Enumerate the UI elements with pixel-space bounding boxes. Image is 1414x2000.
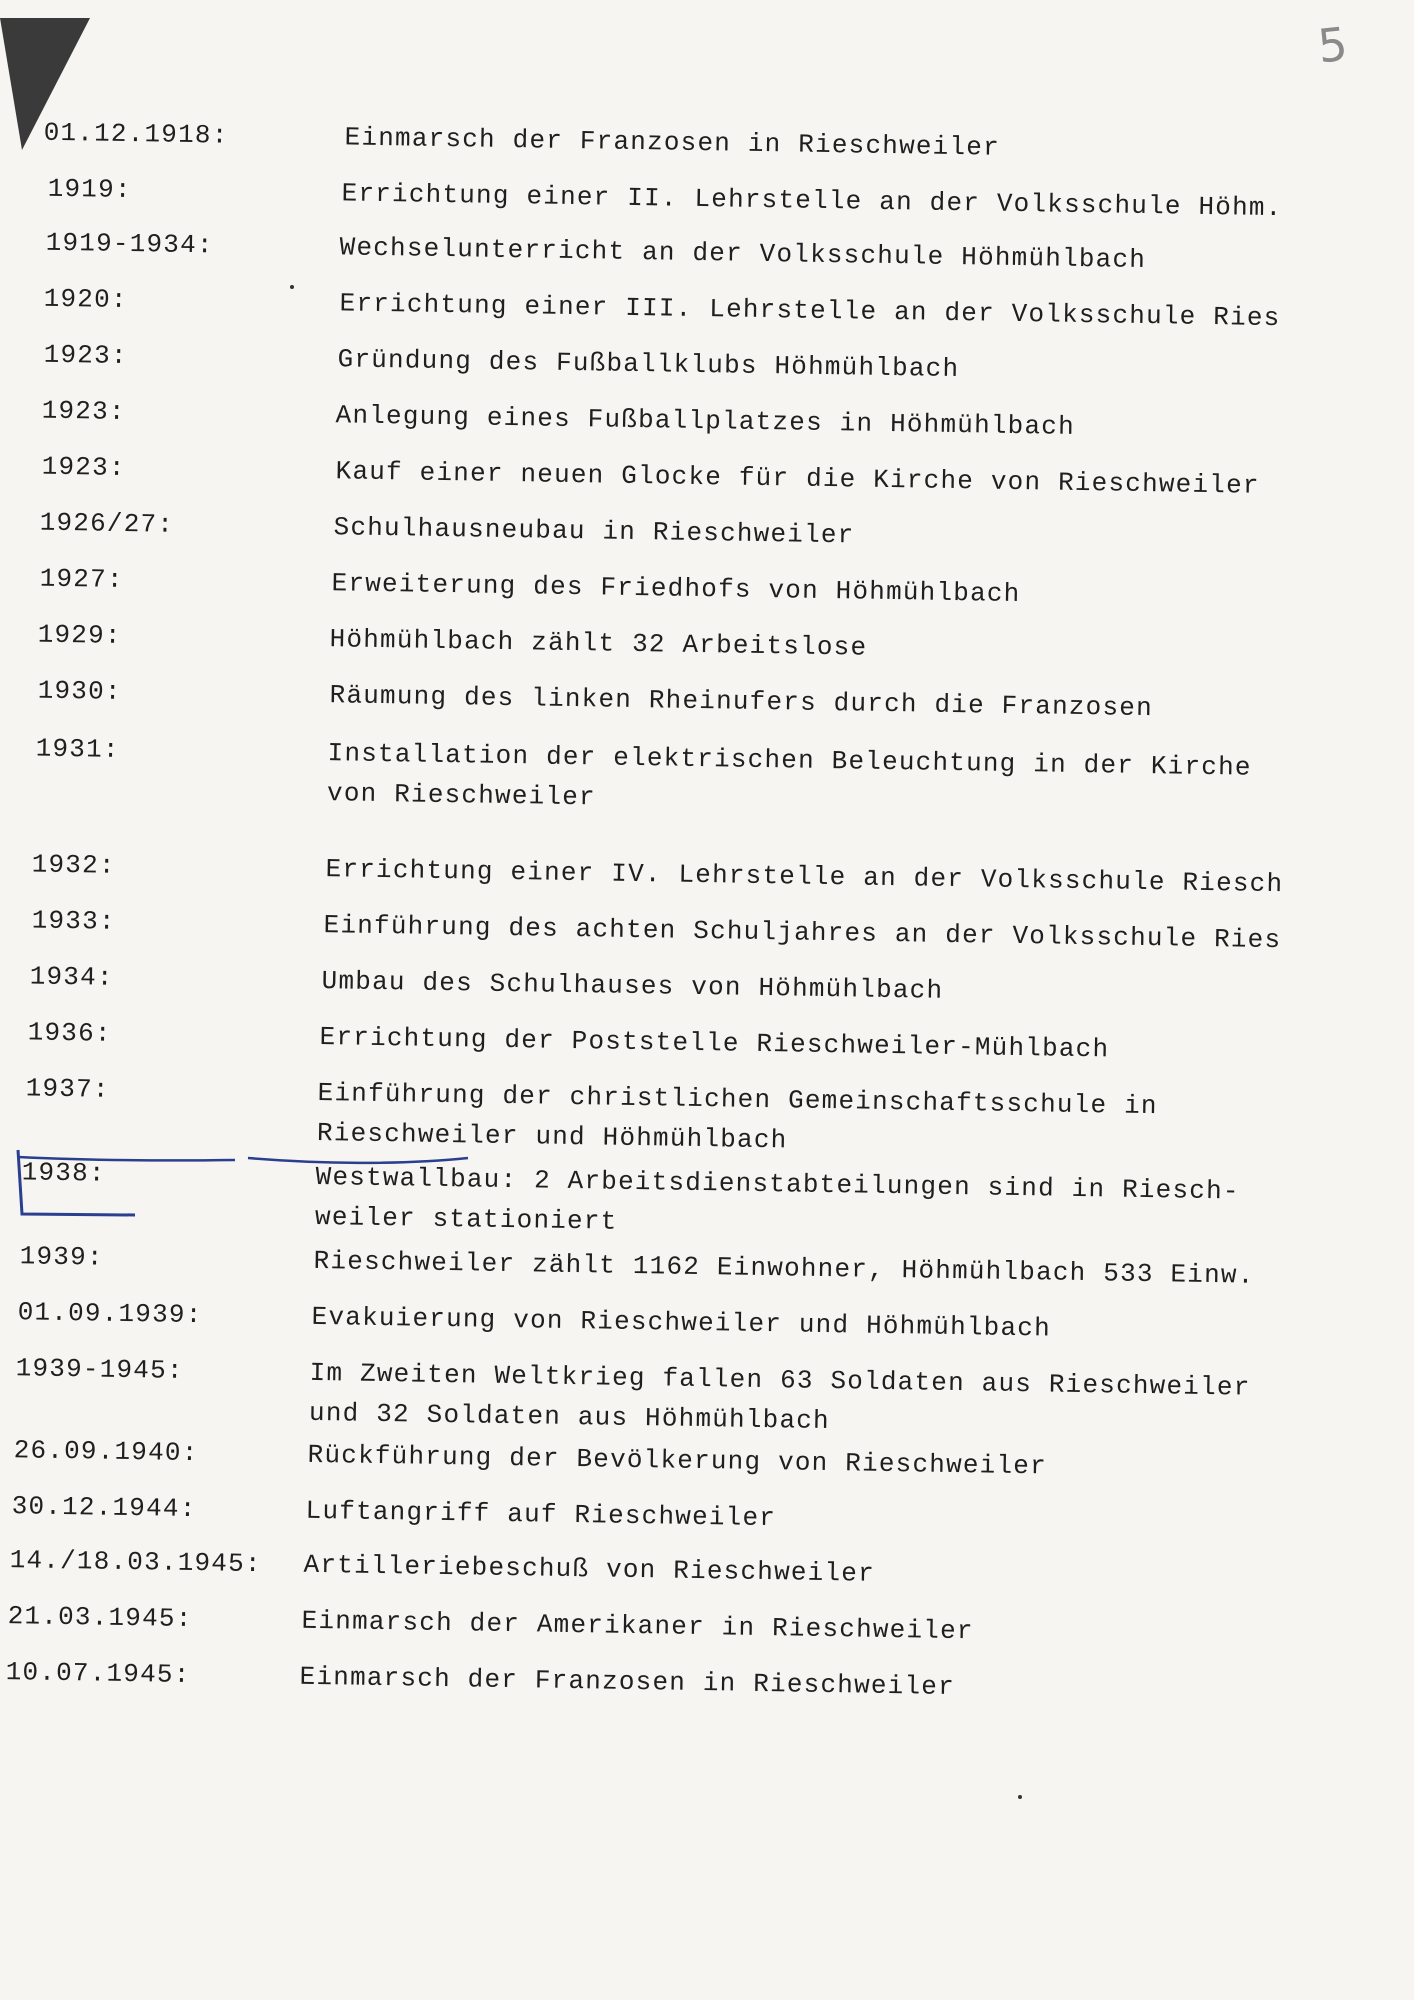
entry-date: 1926/27:: [39, 507, 175, 540]
chronology-entry: [0, 278, 1414, 334]
entry-text: Kauf einer neuen Glocke für die Kirche von Rieschweiler: [335, 456, 1260, 501]
entry-text: Schulhausneubau in Rieschweiler: [333, 512, 855, 551]
entry-date: 30.12.1944:: [11, 1491, 197, 1525]
entry-date: 1927:: [39, 563, 124, 595]
chronology-entry: [0, 168, 1414, 224]
chronology-entry: [0, 670, 1414, 724]
chronology-entry: [0, 390, 1414, 442]
chronology-entry: [0, 1652, 1414, 1703]
entry-text: weiler stationiert: [314, 1201, 618, 1237]
entry-date: 1919-1934:: [45, 227, 214, 261]
chronology-entry: [0, 1012, 1414, 1065]
speck: [290, 285, 294, 289]
entry-text: Räumung des linken Rheinufers durch die Franzosen: [329, 680, 1154, 724]
entry-date: 1939:: [19, 1241, 104, 1273]
chronology-entry: [0, 844, 1414, 900]
entry-text: Rückführung der Bevölkerung von Rieschweiler: [307, 1439, 1048, 1482]
entry-text: Rieschweiler zählt 1162 Einwohner, Höhmühlbach 533 Einw.: [313, 1245, 1255, 1291]
chronology-entry: [0, 956, 1414, 1006]
entry-text: Errichtung der Poststelle Rieschweiler-Mühlbach: [319, 1022, 1110, 1065]
chronology-entry: [0, 900, 1414, 956]
entry-date: 01.12.1918:: [43, 117, 229, 151]
entry-text: von Rieschweiler: [326, 778, 597, 813]
entry-date: 01.09.1939:: [17, 1297, 203, 1331]
entry-text: Artilleriebeschuß von Rieschweiler: [303, 1549, 876, 1589]
entry-date: 1930:: [37, 675, 122, 707]
entry-date: 1939-1945:: [15, 1353, 184, 1386]
entry-date: 1920:: [43, 283, 128, 316]
entry-date: 26.09.1940:: [13, 1435, 199, 1469]
entry-text: Einführung des achten Schuljahres an der Volksschule Ries: [323, 910, 1282, 956]
chronology-entry: [0, 1596, 1414, 1647]
entry-text: Anlegung eines Fußballplatzes in Höhmühlbach: [335, 400, 1076, 442]
chronology-entry: [0, 1068, 1414, 1156]
chronology-entry: [0, 1486, 1414, 1534]
entry-date: 1937:: [25, 1073, 110, 1105]
entry-date: 10.07.1945:: [5, 1657, 191, 1690]
entry-text: Wechselunterricht an der Volksschule Höhmühlbach: [339, 232, 1147, 276]
entry-text: Installation der elektrischen Beleuchtung in der Kirche: [327, 738, 1252, 783]
chronology-entry: [0, 558, 1414, 610]
entry-text: Westwallbau: 2 Arbeitsdienstabteilungen sind in Riesch-: [315, 1161, 1240, 1207]
entry-date: 14./18.03.1945:: [9, 1545, 262, 1580]
entry-text: Erweiterung des Friedhofs von Höhmühlbach: [331, 568, 1021, 610]
entry-text: und 32 Soldaten aus Höhmühlbach: [308, 1397, 831, 1437]
speck: [1018, 1795, 1022, 1799]
chronology-entry: [0, 728, 1414, 813]
entry-date: 1923:: [41, 451, 126, 483]
entry-text: Im Zweiten Weltkrieg fallen 63 Soldaten aus Rieschweiler: [309, 1357, 1251, 1403]
entry-text: Errichtung einer IV. Lehrstelle an der Volksschule Riesch: [325, 854, 1284, 900]
chronology-entry: [0, 1540, 1414, 1589]
entry-text: Errichtung einer III. Lehrstelle an der Volksschule Ries: [339, 288, 1281, 334]
entry-text: Einmarsch der Franzosen in Rieschweiler: [299, 1661, 956, 1703]
entry-date: 1934:: [29, 961, 114, 993]
chronology-entry: [0, 112, 1414, 163]
entry-text: Einmarsch der Amerikaner in Rieschweiler: [301, 1605, 974, 1647]
entry-date: 1932:: [31, 849, 116, 881]
entry-text: Errichtung einer II. Lehrstelle an der Volksschule Höhm.: [341, 178, 1283, 224]
chronology-entry: [0, 614, 1414, 663]
entry-text: Höhmühlbach zählt 32 Arbeitslose: [329, 624, 868, 663]
entry-date: 1936:: [27, 1017, 112, 1049]
entry-date: 1923:: [41, 395, 126, 427]
chronology-entry: [0, 334, 1414, 385]
chronology-entry: [0, 1236, 1414, 1291]
entry-date: 1923:: [43, 339, 128, 372]
entry-date: 1938:: [21, 1157, 106, 1189]
entry-date: 1919:: [47, 173, 132, 206]
entry-date: 1929:: [37, 619, 122, 651]
chronology-entry: [0, 1348, 1414, 1437]
chronology-entry: [0, 502, 1414, 551]
entry-text: Gründung des Fußballklubs Höhmühlbach: [337, 344, 960, 385]
entry-text: Evakuierung von Rieschweiler und Höhmühlbach: [311, 1301, 1052, 1344]
entry-date: 1931:: [35, 733, 120, 765]
entry-text: Einführung der christlichen Gemeinschaftsschule in: [317, 1077, 1158, 1122]
entry-text: Rieschweiler und Höhmühlbach: [316, 1117, 788, 1156]
chronology-entry: [0, 1292, 1414, 1344]
page-number: 5: [1315, 16, 1351, 74]
entry-date: 21.03.1945:: [7, 1601, 193, 1635]
entry-date: 1933:: [31, 905, 116, 937]
entry-text: Luftangriff auf Rieschweiler: [305, 1495, 777, 1534]
chronology-entry: [0, 446, 1414, 501]
entry-text: Umbau des Schulhauses von Höhmühlbach: [321, 966, 944, 1006]
entry-text: Einmarsch der Franzosen in Rieschweiler: [344, 122, 1001, 163]
